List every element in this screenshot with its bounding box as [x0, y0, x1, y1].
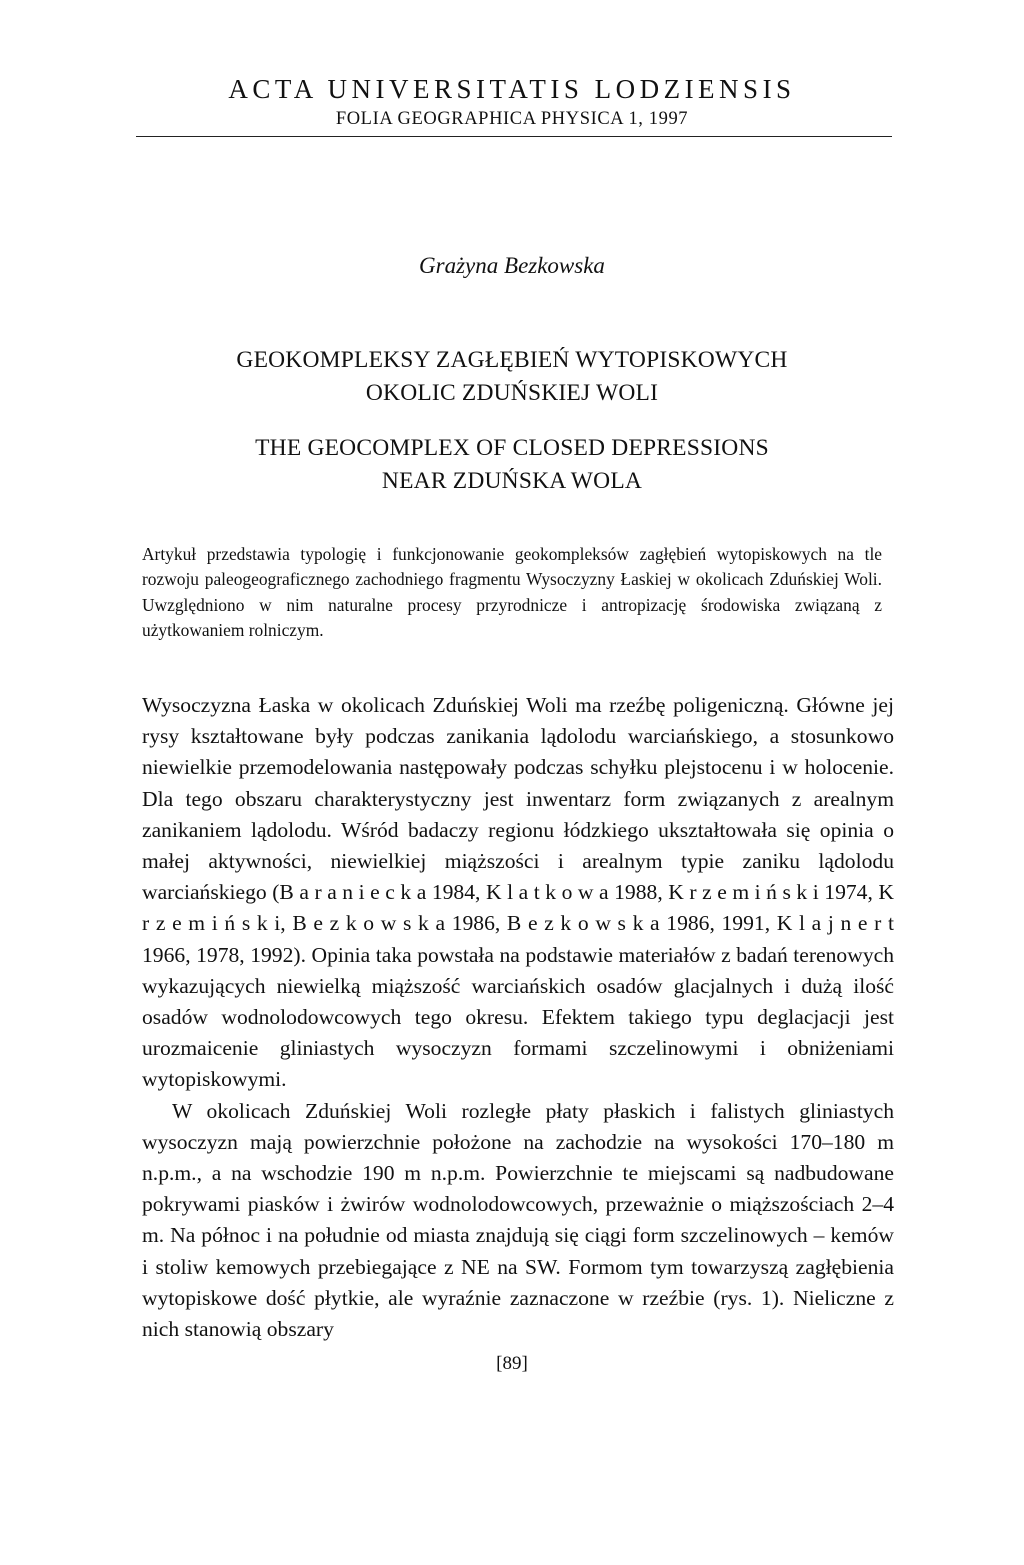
abstract: Artykuł przedstawia typologię i funkcjonowanie geokompleksów zagłębień wytopiskowych na tle rozwoju paleogeograficznego zachodniego fragmentu Wysoczyzny Łaskiej w okolicach Zduńskiej Woli. Uwzględniono w nim naturalne procesy przyrodnicze i antropizację środowiska związaną z użytkowaniem rolniczym.	[142, 544, 882, 640]
article-title-polish	[0, 344, 1024, 410]
page-number: [89]	[496, 1353, 528, 1374]
journal-series: FOLIA GEOGRAPHICA PHYSICA 1, 1997	[335, 109, 689, 129]
body-paragraph-2: W okolicach Zduńskiej Woli rozległe płaty płaskich i falistych gliniastych wysoczyzn mają powierzchnie położone na zachodzie na wysokości 170–180 m n.p.m., a na wschodzie 190 m n.p.m. Powierzchnie te miejscami są nadbudowane pokrywami piasków i żwirów wodnolodowcowych, przeważnie o miąższościach 2–4 m. Na północ i na południe od miasta znajdują się ciągi form szczelinowych – kemów i stoliw kemowych przebiegające z NE na SW. Formom tym towarzyszą zagłębienia wytopiskowe dość płytkie, ale wyraźnie zaznaczone w rzeźbie (rys. 1). Nieliczne z nich stanowią obszary	[142, 1098, 894, 1342]
header-rule	[136, 136, 892, 137]
title-polish-line-2: OKOLIC ZDUŃSKIEJ WOLI	[365, 380, 659, 406]
article-body	[142, 690, 894, 1345]
article-author: Grażyna Bezkowska	[419, 253, 605, 278]
body-paragraph-1: Wysoczyzna Łaska w okolicach Zduńskiej Woli ma rzeźbę poligeniczną. Główne jej rysy kształtowane były podczas zanikania lądolodu warciańskiego, a stosunkowo niewielkie przemodelowania następowały podczas schyłku plejstocenu i w holocenie. Dla tego obszaru charakterystyczny jest inwentarz form związanych z arealnym zanikaniem lądolodu. Wśród badaczy regionu łódzkiego ukształtowała się opinia o małej aktywności, niewielkiej miąższości i arealnym typie zaniku lądolodu warciańskiego (B a r a n i e c k a 1984, K l a t k o w a 1988, K r z e m i ń s k i 1974, K r z e m i ń s k i, B e z k o w s k a 1986, B e z k o w s k a 1986, 1991, K l a j n e r t 1966, 1978, 1992). Opinia taka powstała na podstawie materiałów z badań terenowych wykazujących niewielką miąższość warciańskich osadów glacjalnych i dużą ilość osadów wodnolodowcowych tego okresu. Efektem takiego typu deglacjacji jest urozmaicenie gliniastych wysoczyzn formami szczelinowymi i obniżeniami wytopiskowymi.	[142, 693, 894, 1092]
title-english-line-2: NEAR ZDUŃSKA WOLA	[381, 468, 643, 494]
journal-title: ACTA UNIVERSITATIS LODZIENSIS	[228, 74, 796, 104]
article-title-english	[0, 432, 1024, 498]
title-polish-line-1: GEOKOMPLEKSY ZAGŁĘBIEŃ WYTOPISKOWYCH	[236, 347, 788, 373]
title-english-line-1: THE GEOCOMPLEX OF CLOSED DEPRESSIONS	[255, 435, 769, 461]
